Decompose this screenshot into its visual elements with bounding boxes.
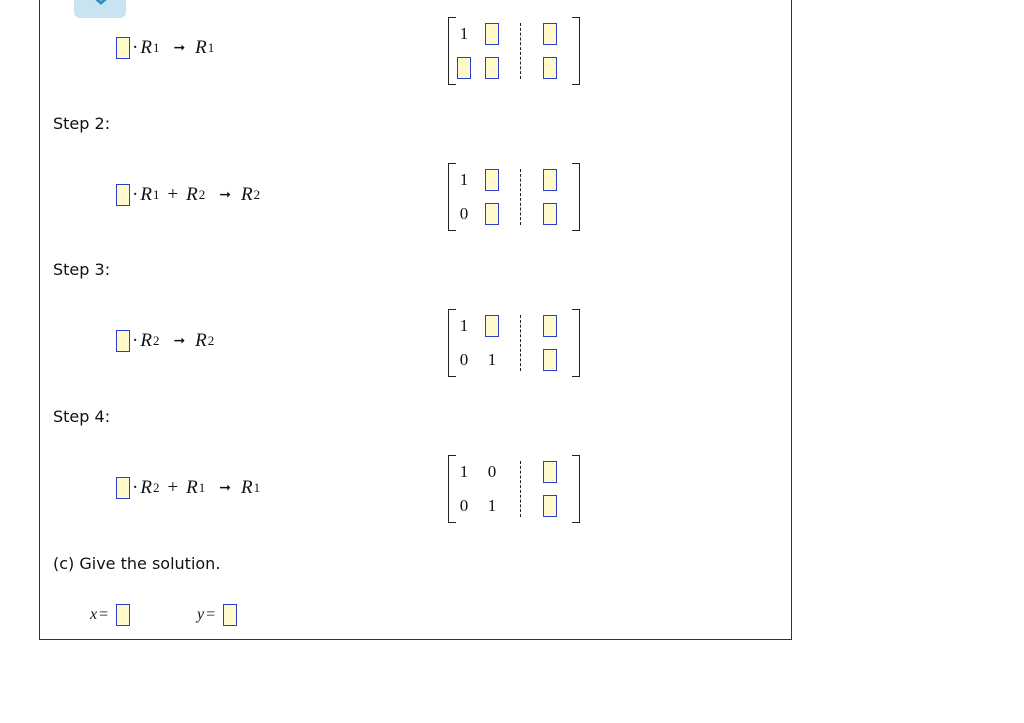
solution-prompt: (c) Give the solution. xyxy=(53,554,221,573)
step-label: Step 4: xyxy=(53,407,111,426)
matrix-cell: 1 xyxy=(487,496,497,515)
matrix-cell[interactable] xyxy=(540,493,560,519)
scalar-input[interactable] xyxy=(116,37,130,59)
matrix-cell: 1 xyxy=(459,24,469,43)
scalar-input[interactable] xyxy=(116,184,130,206)
matrix-cell[interactable] xyxy=(482,201,502,227)
row-operation-2: · R 1 + R 2 ➞ R 2 xyxy=(116,180,260,210)
matrix-cell[interactable] xyxy=(482,167,502,193)
scalar-input[interactable] xyxy=(116,477,130,499)
matrix-cell: 1 xyxy=(487,350,497,369)
x-answer: x = xyxy=(90,600,130,630)
matrix-cell[interactable] xyxy=(482,55,502,81)
arrow-icon: ➞ xyxy=(173,40,186,56)
y-answer: y = xyxy=(197,600,237,630)
chevron-down-icon xyxy=(90,0,112,6)
augmented-matrix-3 xyxy=(448,309,580,377)
step-label: Step 2: xyxy=(53,114,111,133)
matrix-cell[interactable] xyxy=(540,313,560,339)
matrix-cell: 0 xyxy=(459,204,469,223)
augmented-matrix-4 xyxy=(448,455,580,523)
scalar-input[interactable] xyxy=(116,330,130,352)
matrix-cell: 0 xyxy=(459,496,469,515)
arrow-icon: ➞ xyxy=(219,187,231,203)
augmented-matrix-1 xyxy=(448,17,580,85)
matrix-cell[interactable] xyxy=(482,21,502,47)
matrix-cell[interactable] xyxy=(540,459,560,485)
arrow-icon: ➞ xyxy=(219,480,231,496)
collapse-toggle[interactable] xyxy=(74,0,126,18)
row-operation-4: · R 2 + R 1 ➞ R 1 xyxy=(116,473,260,503)
matrix-cell[interactable] xyxy=(454,55,474,81)
matrix-cell[interactable] xyxy=(540,347,560,373)
matrix-cell: 1 xyxy=(459,170,469,189)
augmented-matrix-2 xyxy=(448,163,580,231)
x-input[interactable] xyxy=(116,604,130,626)
matrix-cell[interactable] xyxy=(482,313,502,339)
arrow-icon: ➞ xyxy=(173,333,186,349)
y-input[interactable] xyxy=(223,604,237,626)
matrix-cell: 1 xyxy=(459,316,469,335)
matrix-cell: 0 xyxy=(459,350,469,369)
matrix-cell[interactable] xyxy=(540,21,560,47)
question-panel xyxy=(39,0,792,640)
matrix-cell: 1 xyxy=(459,462,469,481)
matrix-cell: 0 xyxy=(487,462,497,481)
matrix-cell[interactable] xyxy=(540,167,560,193)
matrix-cell[interactable] xyxy=(540,55,560,81)
row-operation-1: · R 1 ➞ R 1 xyxy=(116,33,214,63)
step-label: Step 3: xyxy=(53,260,111,279)
matrix-cell[interactable] xyxy=(540,201,560,227)
row-operation-3: · R 2 ➞ R 2 xyxy=(116,326,214,356)
